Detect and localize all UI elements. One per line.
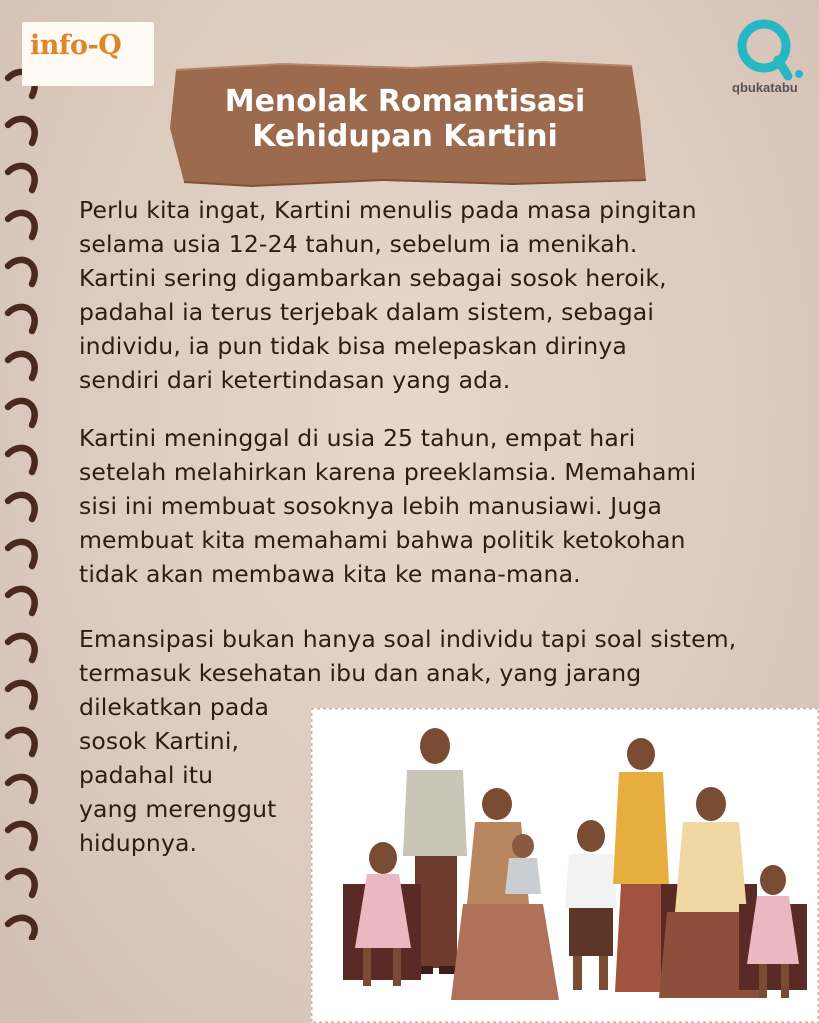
notebook-binding bbox=[0, 60, 50, 940]
paragraph-3-line: padahal itu bbox=[79, 761, 214, 789]
title-line-2: Kehidupan Kartini bbox=[252, 119, 558, 154]
paragraph-3 bbox=[79, 622, 736, 860]
paragraph-3-line: sosok Kartini, bbox=[79, 727, 240, 755]
paragraph-2-line: setelah melahirkan karena preeklamsia. Memahami bbox=[79, 458, 697, 486]
paragraph-3-line: termasuk kesehatan ibu dan anak, yang jarang bbox=[79, 659, 642, 687]
paragraph-1-line: selama usia 12-24 tahun, sebelum ia menikah. bbox=[79, 230, 638, 258]
paragraph-1 bbox=[79, 193, 697, 397]
info-q-logo bbox=[22, 22, 154, 86]
paragraph-2-line: sisi ini membuat sosoknya lebih manusiawi. Juga bbox=[79, 492, 663, 520]
paragraph-1-line: padahal ia terus terjebak dalam sistem, sebagai bbox=[79, 298, 655, 326]
logo-text: info-Q bbox=[30, 30, 122, 61]
paragraph-3-line: Emansipasi bukan hanya soal individu tapi soal sistem, bbox=[79, 625, 737, 653]
paragraph-3-line: yang merenggut bbox=[79, 795, 277, 823]
paragraph-2 bbox=[79, 421, 696, 591]
title-line-1: Menolak Romantisasi bbox=[224, 84, 586, 119]
page-title bbox=[170, 84, 640, 154]
paragraph-1-line: Perlu kita ingat, Kartini menulis pada masa pingitan bbox=[79, 196, 697, 224]
paragraph-1-line: Kartini sering digambarkan sebagai sosok heroik, bbox=[79, 264, 667, 292]
paragraph-3-line: hidupnya. bbox=[79, 829, 198, 857]
paragraph-1-line: individu, ia pun tidak bisa melepaskan dirinya bbox=[79, 332, 627, 360]
paragraph-2-line: membuat kita memahami bahwa politik ketokohan bbox=[79, 526, 686, 554]
paragraph-2-line: Kartini meninggal di usia 25 tahun, empat hari bbox=[79, 424, 636, 452]
paragraph-1-line: sendiri dari ketertindasan yang ada. bbox=[79, 366, 511, 394]
binding-rings bbox=[8, 72, 35, 938]
brand-name: qbukatabu bbox=[732, 80, 798, 95]
paragraph-2-line: tidak akan membawa kita ke mana-mana. bbox=[79, 560, 581, 588]
paragraph-3-line: dilekatkan pada bbox=[79, 693, 270, 721]
